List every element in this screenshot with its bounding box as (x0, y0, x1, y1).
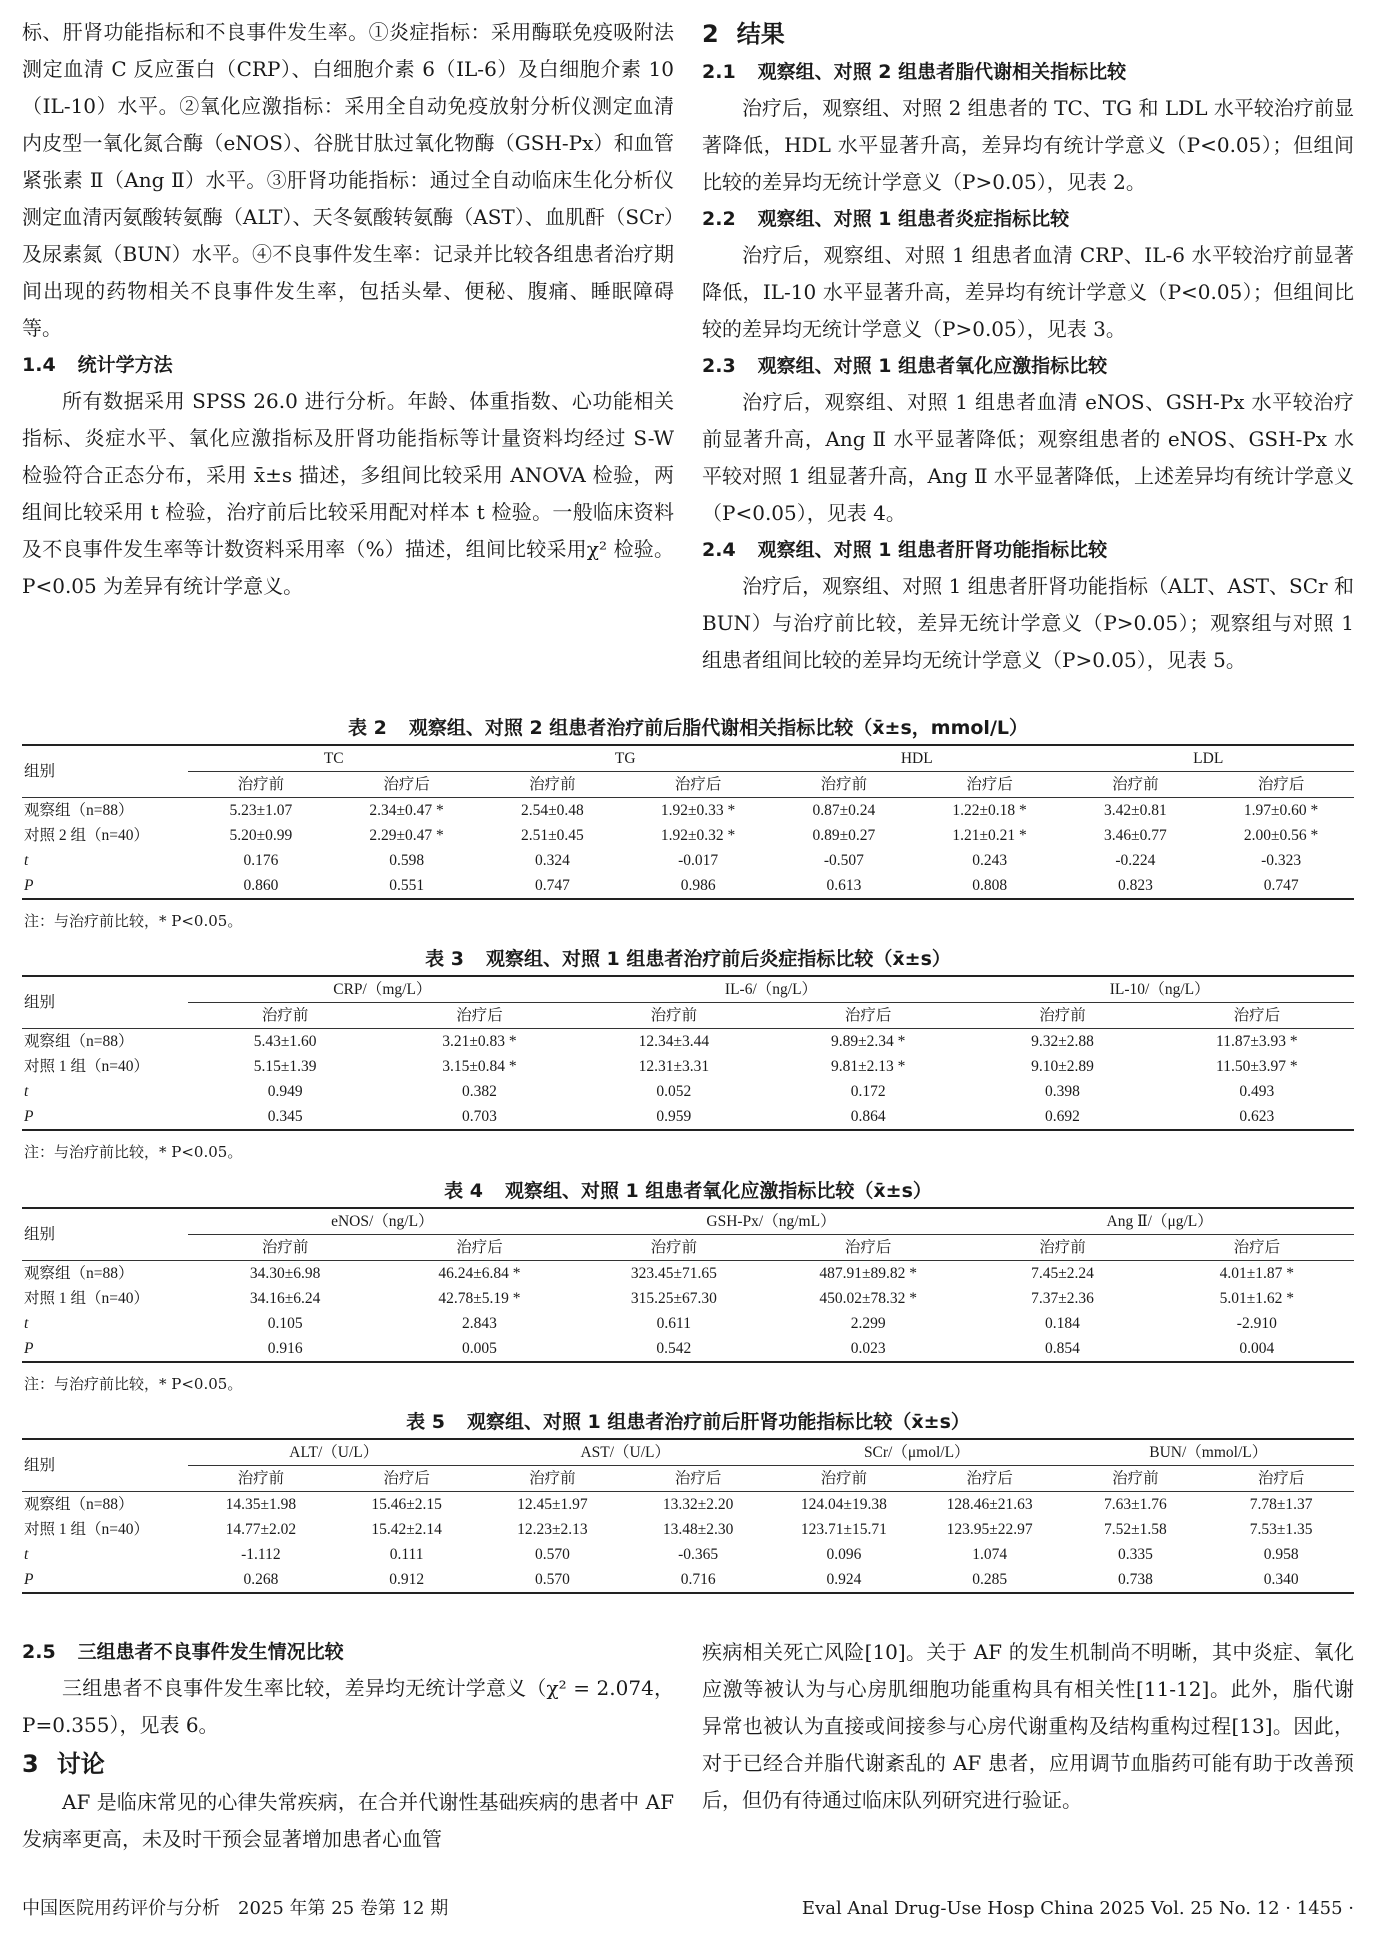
section-number: 2.5 (22, 1641, 56, 1663)
table-cell: 0.052 (656, 1083, 692, 1100)
table-cell: 0.89±0.27 (812, 827, 876, 844)
table-cell: 2.54±0.48 (520, 802, 584, 819)
table-cell: 487.91±89.82 * (819, 1265, 917, 1282)
table-cell: 0.096 (826, 1546, 862, 1563)
table-row (22, 1054, 1354, 1079)
table-cell: 46.24±6.84 * (438, 1265, 521, 1282)
table-cell: 9.81±2.13 * (830, 1058, 906, 1075)
table-cell: 12.23±2.13 (517, 1521, 588, 1538)
table-unit: （x̄±s） (873, 948, 951, 970)
table-cell: 0.570 (534, 1546, 570, 1563)
table-cell: 11.50±3.97 * (1216, 1058, 1298, 1075)
table-note: 注：与治疗前比较，* P<0.05。 (24, 1143, 243, 1161)
section-title: 观察组、对照 1 组患者氧化应激指标比较 (757, 355, 1108, 377)
table-subheader-row (22, 1466, 1354, 1492)
table-cell: 3.42±0.81 (1103, 802, 1167, 819)
table-cell: 5.01±1.62 * (1219, 1290, 1295, 1307)
journal-name-cn: 中国医院用药评价与分析 2025 年第 25 卷第 12 期 (22, 1898, 449, 1919)
section-title: 统计学方法 (77, 354, 173, 376)
table-cell: -1.112 (241, 1546, 281, 1563)
table-cell: 4.01±1.87 * (1219, 1265, 1295, 1282)
table-cell: 123.71±15.71 (800, 1521, 887, 1538)
table-cell: -0.507 (823, 852, 864, 869)
section-2-3-heading (702, 348, 1354, 384)
row-label: P (22, 873, 188, 899)
before-header: 治疗前 (771, 1466, 917, 1492)
table-cell: 0.986 (625, 873, 771, 899)
table-cell: 0.004 (1160, 1336, 1354, 1362)
table-cell: 0.172 (850, 1083, 886, 1100)
table-row (22, 1261, 1354, 1287)
section-2-2-text: 治疗后，观察组、对照 1 组患者血清 CRP、IL-6 水平较治疗前显著降低，IL-10 水平显著升高，差异均有统计学意义（P<0.05）；但组间比较的差异均无统计学意义（P>0.05），见表 3。 (702, 243, 1354, 341)
table-title: 观察组、对照 2 组患者治疗前后脂代谢相关指标比较 (408, 717, 854, 739)
table-cell: 2.51±0.45 (520, 827, 584, 844)
section-number: 2 (702, 20, 719, 48)
table-cell: 0.268 (188, 1567, 334, 1593)
table-cell: 12.34±3.44 (638, 1033, 710, 1050)
after-header: 治疗后 (382, 1003, 576, 1029)
table-cell: 0.738 (1063, 1567, 1209, 1593)
table-cell: 1.21±0.21 * (952, 827, 1027, 844)
section-title: 观察组、对照 1 组患者炎症指标比较 (757, 208, 1070, 230)
right-column-top (702, 14, 1354, 679)
table-grid (22, 744, 1354, 900)
table-header-row (22, 1439, 1354, 1466)
page-footer (22, 1894, 1354, 1924)
after-header: 治疗后 (625, 1466, 771, 1492)
results-heading (702, 14, 1354, 54)
table-row (22, 848, 1354, 873)
column-group: AST/（U/L） (480, 1439, 772, 1466)
table-cell: 11.87±3.93 * (1216, 1033, 1298, 1050)
column-group: GSH-Px/（ng/mL） (577, 1208, 966, 1235)
table-subheader-row (22, 772, 1354, 798)
table-cell: 0.023 (771, 1336, 965, 1362)
table-title: 观察组、对照 1 组患者治疗前后肝肾功能指标比较 (466, 1411, 893, 1433)
after-header: 治疗后 (1208, 1466, 1354, 1492)
table-cell: 124.04±19.38 (800, 1496, 887, 1513)
before-header: 治疗前 (480, 772, 626, 798)
table-cell: 0.542 (577, 1336, 771, 1362)
table-cell: 0.716 (625, 1567, 771, 1593)
table-4 (22, 1175, 1354, 1397)
table-cell: 1.92±0.33 * (660, 802, 736, 819)
table-cell: 0.959 (577, 1104, 771, 1130)
statistics-paragraph: 所有数据采用 SPSS 26.0 进行分析。年龄、体重指数、心功能相关指标、炎症水平、氧化应激指标及肝肾功能指标等计量资料均经过 S-W 检验符合正态分布，采用 x̄±s 描述，多组间比较采用 ANOVA 检验，两组间比较采用 t 检验，治疗前后比较采用配对样本 t 检验。一般临床资料及不良事件发生率等计数资料采用率（%）描述，组间比较采用χ² 检验。P<0.05 为差异有统计学意义。 (22, 389, 674, 598)
table-cell: 0.916 (188, 1336, 382, 1362)
table-row (22, 1542, 1354, 1567)
table-cell: 9.89±2.34 * (830, 1033, 906, 1050)
section-2-1-text: 治疗后，观察组、对照 2 组患者的 TC、TG 和 LDL 水平较治疗前显著降低，HDL 水平显著升高，差异均有统计学意义（P<0.05）；但组间比较的差异均无统计学意义（P>0.05），见表 2。 (702, 96, 1354, 194)
table-cell: 0.823 (1063, 873, 1209, 899)
table-unit: （x̄±s） (854, 1180, 932, 1202)
table-caption (22, 1175, 1354, 1207)
table-cell: 0.176 (243, 852, 279, 869)
row-label: P (22, 1336, 188, 1362)
section-number: 2.4 (702, 539, 736, 561)
table-row (22, 1286, 1354, 1311)
before-header: 治疗前 (1063, 1466, 1209, 1492)
row-label: t (24, 1546, 29, 1563)
table-cell: 0.958 (1263, 1546, 1299, 1563)
column-group: TG (480, 745, 772, 772)
table-cell: 0.285 (917, 1567, 1063, 1593)
table-cell: 14.77±2.02 (225, 1521, 297, 1538)
discussion-paragraph: AF 是临床常见的心律失常疾病，在合并代谢性基础疾病的患者中 AF 发病率更高，未及时干预会显著增加患者心血管 (22, 1790, 674, 1851)
table-cell: 34.30±6.98 (249, 1265, 321, 1282)
table-cell: 5.15±1.39 (253, 1058, 317, 1075)
table-cell: 0.949 (267, 1083, 303, 1100)
column-group: IL-6/（ng/L） (577, 976, 966, 1003)
table-cell: 7.45±2.24 (1031, 1265, 1094, 1282)
table-header-row (22, 976, 1354, 1003)
table-5 (22, 1406, 1354, 1594)
table-row (22, 1567, 1354, 1593)
before-header: 治疗前 (577, 1235, 771, 1261)
table-cell: 0.493 (1239, 1083, 1275, 1100)
table-cell: 14.35±1.98 (225, 1496, 297, 1513)
row-label: t (24, 1083, 29, 1100)
table-cell: 13.32±2.20 (662, 1496, 734, 1513)
section-2-5-text: 三组患者不良事件发生率比较，差异均无统计学意义（χ² = 2.074，P=0.355），见表 6。 (22, 1676, 674, 1737)
table-cell: 42.78±5.19 * (438, 1290, 521, 1307)
table-subheader-row (22, 1003, 1354, 1029)
table-cell: 0.611 (656, 1315, 691, 1332)
table-cell: 12.31±3.31 (638, 1058, 710, 1075)
group-header: 组别 (22, 1439, 188, 1492)
section-1-4-heading (22, 347, 674, 383)
table-cell: 7.53±1.35 (1249, 1521, 1313, 1538)
table-cell: 3.46±0.77 (1103, 827, 1167, 844)
section-2-1-heading (702, 54, 1354, 90)
table-caption (22, 1406, 1354, 1438)
row-label: 对照 1 组（n=40） (24, 1290, 149, 1307)
table-cell: 5.43±1.60 (253, 1033, 317, 1050)
table-header-row (22, 745, 1354, 772)
table-title: 观察组、对照 1 组患者氧化应激指标比较 (504, 1180, 855, 1202)
row-label: P (22, 1104, 188, 1130)
table-title: 观察组、对照 1 组患者治疗前后炎症指标比较 (485, 948, 874, 970)
table-row (22, 1029, 1354, 1055)
table-cell: 5.20±0.99 (229, 827, 293, 844)
table-unit: （x̄±s，mmol/L） (853, 717, 1028, 739)
column-group: ALT/（U/L） (188, 1439, 480, 1466)
table-row (22, 1336, 1354, 1362)
table-cell: 9.10±2.89 (1031, 1058, 1094, 1075)
table-cell: 0.808 (917, 873, 1063, 899)
column-group: TC (188, 745, 480, 772)
before-header: 治疗前 (965, 1235, 1159, 1261)
right-column-bottom (702, 1634, 1354, 1819)
after-header: 治疗后 (771, 1003, 965, 1029)
before-header: 治疗前 (577, 1003, 771, 1029)
table-cell: 323.45±71.65 (630, 1265, 717, 1282)
section-title: 观察组、对照 1 组患者肝肾功能指标比较 (757, 539, 1108, 561)
table-caption (22, 943, 1354, 975)
journal-name-en: Eval Anal Drug-Use Hosp China 2025 Vol. 25 No. 12 · 1455 · (801, 1898, 1354, 1919)
column-group: IL-10/（ng/L） (965, 976, 1354, 1003)
row-label: t (24, 852, 29, 869)
column-group: LDL (1063, 745, 1355, 772)
table-cell: 0.345 (188, 1104, 382, 1130)
row-label: 观察组（n=88） (24, 1033, 134, 1050)
table-cell: 0.613 (771, 873, 917, 899)
table-cell: 1.92±0.32 * (660, 827, 736, 844)
after-header: 治疗后 (1160, 1003, 1354, 1029)
table-cell: -0.017 (678, 852, 719, 869)
section-number: 1.4 (22, 354, 56, 376)
table-cell: 0.382 (462, 1083, 497, 1100)
table-number: 表 2 (348, 717, 387, 739)
table-cell: 15.46±2.15 (371, 1496, 442, 1513)
before-header: 治疗前 (1063, 772, 1209, 798)
table-cell: 0.747 (1208, 873, 1354, 899)
column-group: Ang Ⅱ/（μg/L） (965, 1208, 1354, 1235)
table-grid (22, 975, 1354, 1131)
table-cell: 13.48±2.30 (662, 1521, 734, 1538)
table-cell: 0.87±0.24 (812, 802, 876, 819)
table-caption (22, 712, 1354, 744)
table-cell: 0.335 (1117, 1546, 1153, 1563)
table-cell: -2.910 (1236, 1315, 1277, 1332)
row-label: 观察组（n=88） (24, 1265, 134, 1282)
table-row (22, 1517, 1354, 1542)
after-header: 治疗后 (771, 1235, 965, 1261)
table-cell: 2.843 (462, 1315, 497, 1332)
after-header: 治疗后 (334, 772, 480, 798)
table-cell: 7.78±1.37 (1249, 1496, 1313, 1513)
table-cell: 2.34±0.47 * (369, 802, 444, 819)
table-cell: 315.25±67.30 (630, 1290, 717, 1307)
table-cell: 1.074 (972, 1546, 1008, 1563)
table-row (22, 823, 1354, 848)
row-label: t (24, 1315, 29, 1332)
table-cell: -0.224 (1115, 852, 1156, 869)
section-number: 2.2 (702, 208, 736, 230)
row-label: 对照 1 组（n=40） (24, 1058, 149, 1075)
before-header: 治疗前 (188, 1003, 382, 1029)
table-cell: 9.32±2.88 (1031, 1033, 1094, 1050)
table-cell: 15.42±2.14 (371, 1521, 442, 1538)
column-group: BUN/（mmol/L） (1063, 1439, 1355, 1466)
table-header-row (22, 1208, 1354, 1235)
table-cell: 0.623 (1160, 1104, 1354, 1130)
group-header: 组别 (22, 1208, 188, 1261)
after-header: 治疗后 (625, 772, 771, 798)
table-cell: 3.21±0.83 * (442, 1033, 517, 1050)
before-header: 治疗前 (188, 772, 334, 798)
table-cell: 0.184 (1045, 1315, 1080, 1332)
table-cell: 2.299 (850, 1315, 886, 1332)
table-note: 注：与治疗前比较，* P<0.05。 (24, 912, 243, 930)
table-cell: -0.323 (1261, 852, 1302, 869)
table-cell: 0.570 (480, 1567, 626, 1593)
table-cell: 450.02±78.32 * (819, 1290, 917, 1307)
after-header: 治疗后 (334, 1466, 480, 1492)
after-header: 治疗后 (382, 1235, 576, 1261)
table-row (22, 1311, 1354, 1336)
section-2-4-text: 治疗后，观察组、对照 1 组患者肝肾功能指标（ALT、AST、SCr 和 BUN）与治疗前比较，差异无统计学意义（P>0.05）；观察组与对照 1 组患者组间比较的差异均无统计学意义（P>0.05），见表 5。 (702, 574, 1354, 672)
table-cell: 0.912 (334, 1567, 480, 1593)
table-cell: 0.864 (771, 1104, 965, 1130)
after-header: 治疗后 (917, 772, 1063, 798)
table-number: 表 4 (444, 1180, 483, 1202)
left-column-top (22, 14, 674, 605)
table-cell: 0.324 (534, 852, 570, 869)
after-header: 治疗后 (917, 1466, 1063, 1492)
table-cell: 34.16±6.24 (249, 1290, 321, 1307)
table-number: 表 3 (425, 948, 464, 970)
table-cell: 128.46±21.63 (946, 1496, 1033, 1513)
table-cell: 0.747 (480, 873, 626, 899)
section-title: 结果 (736, 20, 785, 48)
row-label: 对照 2 组（n=40） (24, 827, 149, 844)
row-label: 对照 1 组（n=40） (24, 1521, 149, 1538)
table-cell: 123.95±22.97 (946, 1521, 1033, 1538)
after-header: 治疗后 (1208, 772, 1354, 798)
column-group: HDL (771, 745, 1063, 772)
column-group: SCr/（μmol/L） (771, 1439, 1063, 1466)
table-cell: 5.23±1.07 (229, 802, 293, 819)
table-grid (22, 1207, 1354, 1363)
table-cell: 0.598 (389, 852, 425, 869)
table-note: 注：与治疗前比较，* P<0.05。 (24, 1375, 243, 1393)
table-cell: 7.63±1.76 (1103, 1496, 1167, 1513)
discussion-continued-paragraph: 疾病相关死亡风险[10]。关于 AF 的发生机制尚不明晰，其中炎症、氧化应激等被认为与心房肌细胞功能重构具有相关性[11-12]。此外，脂代谢异常也被认为直接或间接参与心房代谢重构及结构重构过程[13]。因此，对于已经合并脂代谢紊乱的 AF 患者，应用调节血脂药可能有助于改善预后，但仍有待通过临床队列研究进行验证。 (702, 1640, 1354, 1812)
table-cell: 0.703 (382, 1104, 576, 1130)
table-cell: 12.45±1.97 (517, 1496, 588, 1513)
table-grid (22, 1438, 1354, 1594)
table-cell: -0.365 (678, 1546, 719, 1563)
section-title: 观察组、对照 2 组患者脂代谢相关指标比较 (757, 61, 1127, 83)
left-column-bottom (22, 1634, 674, 1858)
table-cell: 2.29±0.47 * (369, 827, 444, 844)
column-group: CRP/（mg/L） (188, 976, 577, 1003)
table-cell: 7.37±2.36 (1031, 1290, 1094, 1307)
table-cell: 0.924 (771, 1567, 917, 1593)
table-row (22, 1492, 1354, 1518)
table-cell: 0.854 (965, 1336, 1159, 1362)
group-header: 组别 (22, 976, 188, 1029)
row-label: P (22, 1567, 188, 1593)
section-number: 2.3 (702, 355, 736, 377)
section-2-5-heading (22, 1634, 674, 1670)
before-header: 治疗前 (965, 1003, 1159, 1029)
table-row (22, 1104, 1354, 1130)
table-cell: 1.22±0.18 * (952, 802, 1027, 819)
table-row (22, 873, 1354, 899)
table-row (22, 1079, 1354, 1104)
table-cell: 2.00±0.56 * (1243, 827, 1319, 844)
before-header: 治疗前 (188, 1235, 382, 1261)
table-row (22, 798, 1354, 824)
table-cell: 0.551 (334, 873, 480, 899)
methods-paragraph: 标、肝肾功能指标和不良事件发生率。①炎症指标：采用酶联免疫吸附法测定血清 C 反应蛋白（CRP）、白细胞介素 6（IL-6）及白细胞介素 10（IL-10）水平。②氧化应激指标：采用全自动免疫放射分析仪测定血清内皮型一氧化氮合酶（eNOS）、谷胱甘肽过氧化物酶（GSH-Px）和血管紧张素 Ⅱ（Ang Ⅱ）水平。③肝肾功能指标：通过全自动临床生化分析仪测定血清丙氨酸转氨酶（ALT）、天冬氨酸转氨酶（AST）、血肌酐（SCr）及尿素氮（BUN）水平。④不良事件发生率：记录并比较各组患者治疗期间出现的药物相关不良事件发生率，包括头晕、便秘、腹痛、睡眠障碍等。 (22, 20, 674, 340)
column-group: eNOS/（ng/L） (188, 1208, 577, 1235)
section-title: 三组患者不良事件发生情况比较 (77, 1641, 344, 1663)
group-header: 组别 (22, 745, 188, 798)
before-header: 治疗前 (188, 1466, 334, 1492)
table-unit: （x̄±s） (892, 1411, 970, 1433)
section-number: 3 (22, 1750, 39, 1778)
after-header: 治疗后 (1160, 1235, 1354, 1261)
table-cell: 0.692 (965, 1104, 1159, 1130)
section-number: 2.1 (702, 61, 736, 83)
table-cell: 0.340 (1208, 1567, 1354, 1593)
table-cell: 7.52±1.58 (1103, 1521, 1167, 1538)
section-title: 讨论 (56, 1750, 105, 1778)
table-3 (22, 943, 1354, 1165)
before-header: 治疗前 (480, 1466, 626, 1492)
row-label: 观察组（n=88） (24, 1496, 134, 1513)
table-cell: 0.398 (1045, 1083, 1080, 1100)
before-header: 治疗前 (771, 772, 917, 798)
table-cell: 1.97±0.60 * (1243, 802, 1319, 819)
section-2-3-text: 治疗后，观察组、对照 1 组患者血清 eNOS、GSH-Px 水平较治疗前显著升高，Ang Ⅱ 水平显著降低；观察组患者的 eNOS、GSH-Px 水平较对照 1 组显著升高，Ang Ⅱ 水平显著降低，上述差异均有统计学意义（P<0.05），见表 4。 (702, 390, 1354, 525)
table-cell: 0.105 (267, 1315, 303, 1332)
table-cell: 0.005 (382, 1336, 576, 1362)
table-cell: 3.15±0.84 * (442, 1058, 517, 1075)
table-cell: 0.111 (389, 1546, 424, 1563)
table-cell: 0.860 (188, 873, 334, 899)
table-cell: 0.243 (972, 852, 1008, 869)
discussion-heading (22, 1744, 674, 1784)
table-number: 表 5 (406, 1411, 445, 1433)
section-2-2-heading (702, 201, 1354, 237)
table-2 (22, 712, 1354, 934)
row-label: 观察组（n=88） (24, 802, 134, 819)
table-subheader-row (22, 1235, 1354, 1261)
section-2-4-heading (702, 532, 1354, 568)
